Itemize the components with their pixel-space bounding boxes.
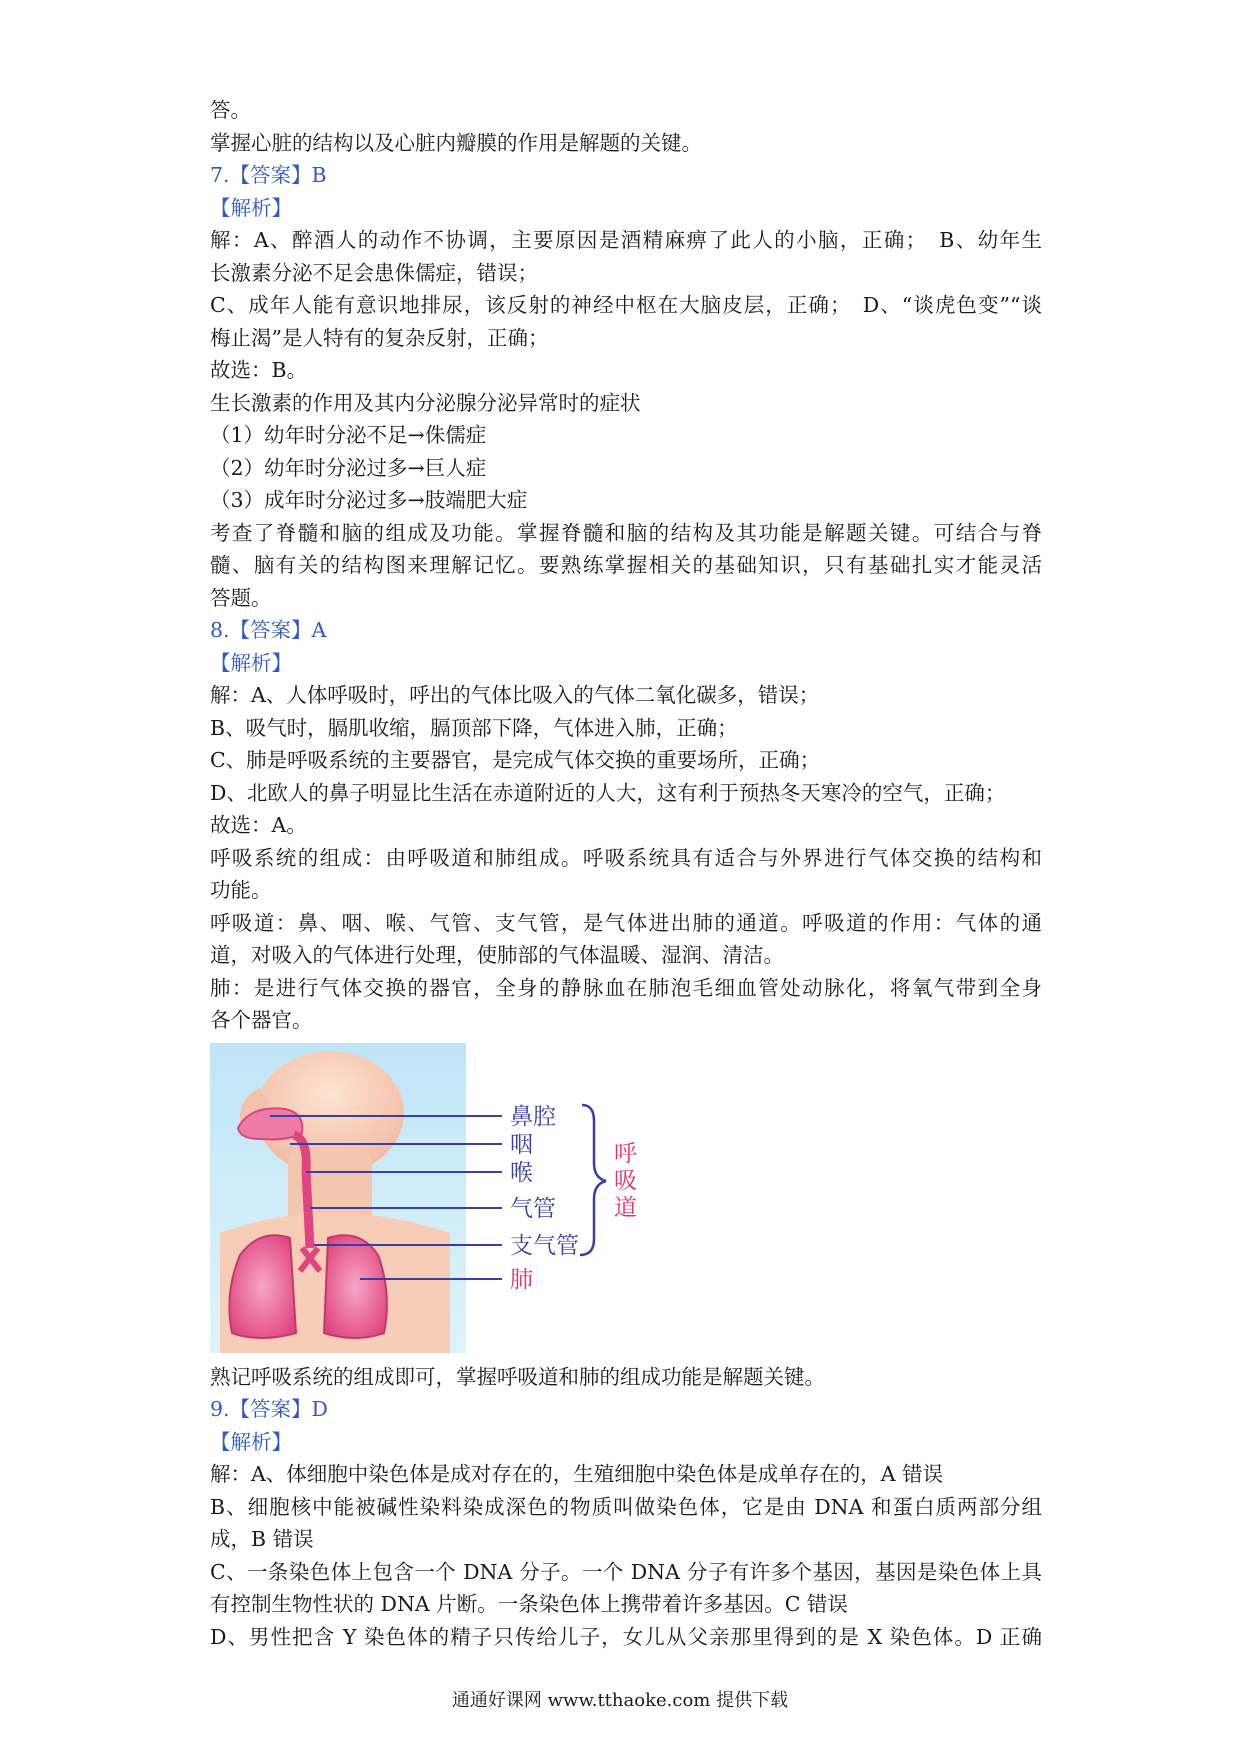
text-line: 故选：A。 xyxy=(210,813,307,837)
text-line: 道，对吸入的气体进行处理，使肺部的气体温暖、湿润、清洁。 xyxy=(210,943,784,967)
text-line: 答题。 xyxy=(210,585,272,610)
text-line: 呼吸道：鼻、咽、喉、气管、支气管，是气体进出肺的通道。呼吸道的作用：气体的通 xyxy=(210,910,1042,935)
brace-shape xyxy=(580,1105,606,1255)
text-line: 生长激素的作用及其内分泌腺分泌异常时的症状 xyxy=(210,390,641,415)
text-line: （3）成年时分泌过多→肢端肥大症 xyxy=(210,488,528,512)
text-line: D、男性把含 Y 染色体的精子只传给儿子，女儿从父亲那里得到的是 X 染色体。D 正确 xyxy=(210,1624,1042,1649)
text-line: 答。 xyxy=(210,98,251,122)
text-line: 成，B 错误 xyxy=(210,1527,314,1551)
text-line: 考查了脊髓和脑的组成及功能。掌握脊髓和脑的结构及其功能是解题关键。可结合与脊 xyxy=(210,520,1042,545)
text-line: 熟记呼吸系统的组成即可，掌握呼吸道和肺的组成功能是解题关键。 xyxy=(210,1364,825,1389)
text-line: 梅止渴”是人特有的复杂反射，正确； xyxy=(210,325,549,350)
text-line: C、肺是呼吸系统的主要器官，是完成气体交换的重要场所，正确； xyxy=(210,748,821,772)
q8-answer: 8.【答案】A xyxy=(210,618,327,642)
text-line: （1）幼年时分泌不足→侏儒症 xyxy=(210,423,487,447)
label-lung: 肺 xyxy=(510,1266,533,1293)
q9-jiexi-heading: 【解析】 xyxy=(210,1429,292,1454)
group-char: 呼 xyxy=(614,1140,637,1167)
respiratory-system-figure xyxy=(210,1043,680,1353)
respiratory-diagram xyxy=(210,1043,680,1353)
group-char: 吸 xyxy=(614,1167,637,1194)
text-line: 髓、脑有关的结构图来理解记忆。要熟练掌握相关的基础知识，只有基础扎实才能灵活 xyxy=(210,553,1042,577)
text-line: 有控制生物性状的 DNA 片断。一条染色体上携带着许多基因。C 错误 xyxy=(210,1592,848,1616)
q7-jiexi-heading: 【解析】 xyxy=(210,195,292,220)
text-line: 解：A、人体呼吸时，呼出的气体比吸入的气体二氧化碳多，错误； xyxy=(210,683,820,707)
text-line: 呼吸系统的组成：由呼吸道和肺组成。呼吸系统具有适合与外界进行气体交换的结构和 xyxy=(210,845,1042,870)
label-trachea: 气管 xyxy=(510,1195,556,1222)
text-line: 解：A、醉酒人的动作不协调，主要原因是酒精麻痹了此人的小脑，正确； B、幼年生 xyxy=(210,228,1042,252)
text-line: C、成年人能有意识地排尿，该反射的神经中枢在大脑皮层，正确； D、“谈虎色变”“谈 xyxy=(210,293,1042,317)
q9-answer: 9.【答案】D xyxy=(210,1397,328,1421)
group-char: 道 xyxy=(614,1194,637,1221)
text-line: D、北欧人的鼻子明显比生活在赤道附近的人大，这有利于预热冬天寒冷的空气，正确； xyxy=(210,780,1006,805)
document-body xyxy=(210,94,1042,1653)
text-line: C、一条染色体上包含一个 DNA 分子。一个 DNA 分子有许多个基因，基因是染色体上具 xyxy=(210,1559,1042,1584)
label-nasal-cavity: 鼻腔 xyxy=(510,1103,556,1130)
text-line: 故选：B。 xyxy=(210,358,308,382)
page-footer: 通通好课网 www.tthaoke.com 提供下载 xyxy=(451,1690,789,1711)
label-pharynx: 咽 xyxy=(510,1131,533,1158)
text-line: （2）幼年时分泌过多→巨人症 xyxy=(210,455,487,480)
label-bronchus: 支气管 xyxy=(510,1232,579,1259)
text-line: 解：A、体细胞中染色体是成对存在的，生殖细胞中染色体是成单存在的，A 错误 xyxy=(210,1462,944,1486)
text-line: B、细胞核中能被碱性染料染成深色的物质叫做染色体，它是由 DNA 和蛋白质两部分组 xyxy=(210,1494,1042,1519)
label-larynx: 喉 xyxy=(510,1159,533,1186)
text-line: 掌握心脏的结构以及心脏内瓣膜的作用是解题的关键。 xyxy=(210,130,702,155)
text-line: 功能。 xyxy=(210,878,272,902)
text-line: B、吸气时，膈肌收缩，膈顶部下降，气体进入肺，正确； xyxy=(210,715,738,740)
q7-answer: 7.【答案】B xyxy=(210,163,327,187)
text-line: 肺：是进行气体交换的器官，全身的静脉血在肺泡毛细血管处动脉化，将氧气带到全身 xyxy=(210,975,1042,1000)
text-line: 长激素分泌不足会患侏儒症，错误； xyxy=(210,260,538,285)
q8-jiexi-heading: 【解析】 xyxy=(210,650,292,675)
text-line: 各个器官。 xyxy=(210,1008,313,1032)
